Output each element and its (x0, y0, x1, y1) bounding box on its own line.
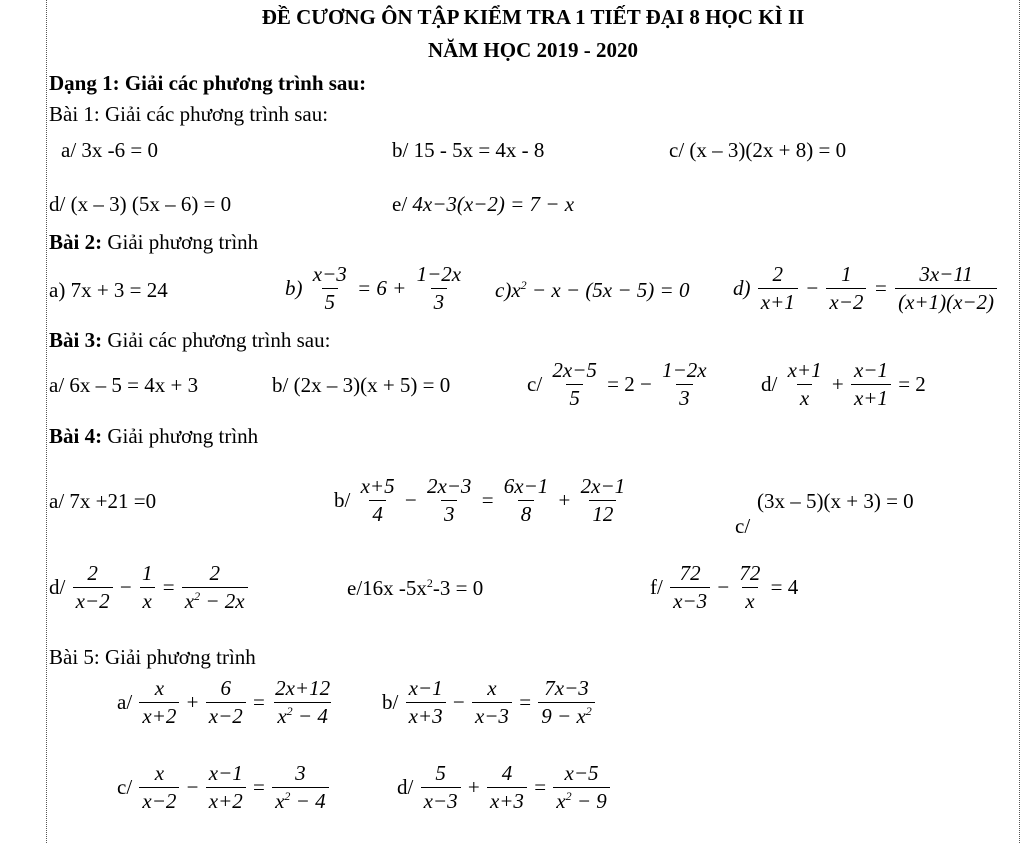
exponent: 2 (286, 704, 293, 718)
denominator: x+1 (758, 288, 798, 315)
numerator: x−3 (312, 262, 347, 286)
bai3-item-a: a/ 6x – 5 = 4x + 3 (49, 373, 199, 397)
bai2-item-b-label: b) (285, 276, 303, 300)
operator: = (519, 690, 532, 714)
expr-part: -3 = 0 (432, 576, 484, 600)
denominator: 8 (518, 500, 535, 527)
denominator: x−3 (421, 787, 461, 814)
numerator: 72 (679, 561, 701, 585)
denominator: x−2 (139, 787, 179, 814)
expr-part: x (277, 704, 287, 728)
denominator (272, 787, 329, 814)
fraction (414, 262, 465, 315)
denominator: x+2 (206, 787, 246, 814)
denominator (274, 702, 331, 729)
bai4-item-c-label: c/ (735, 514, 751, 538)
denominator: x−3 (670, 587, 710, 614)
fraction (424, 474, 475, 527)
bai3-item-d (761, 358, 926, 411)
fraction (139, 761, 179, 814)
fraction (310, 262, 350, 315)
bai5-item-a-label: a/ (117, 690, 133, 714)
bai4-item-c: (3x – 5)(x + 3) = 0 (757, 489, 914, 513)
numerator: 2x−5 (552, 358, 597, 382)
bai1-item-a: a/ 3x -6 = 0 (61, 138, 158, 162)
numerator: 1−2x (416, 262, 462, 286)
fraction (206, 676, 246, 729)
denominator: x+3 (406, 702, 446, 729)
denominator: (x+1)(x−2) (895, 288, 997, 315)
bai4-item-d (49, 561, 250, 614)
expr-part: − 2x (200, 589, 245, 613)
numerator: x−5 (564, 761, 599, 785)
denominator: x−2 (206, 702, 246, 729)
fraction (206, 761, 246, 814)
expr-part: x (184, 589, 195, 613)
fraction (553, 761, 610, 814)
fraction (272, 761, 329, 814)
operator: − (805, 276, 820, 300)
bai2-number: Bài 2: (49, 230, 103, 254)
bai1-item-c: c/ (x – 3)(2x + 8) = 0 (669, 138, 847, 162)
expr-part: − 9 (571, 789, 607, 813)
fraction (139, 676, 179, 729)
denominator (553, 787, 610, 814)
exponent: 2 (194, 589, 201, 603)
bai4-item-a: a/ 7x +21 =0 (49, 489, 157, 513)
denominator: 5 (566, 384, 583, 411)
numerator: 3 (295, 761, 306, 785)
bai5-item-a (117, 676, 335, 729)
numerator: x−1 (408, 676, 443, 700)
bai5-item-b-label: b/ (382, 690, 399, 714)
numerator: 2 (87, 561, 98, 585)
fraction (538, 676, 595, 729)
bai4-item-e (347, 576, 483, 601)
numerator: 2x−3 (426, 474, 472, 498)
numerator: 1 (141, 561, 153, 585)
operator: = (534, 775, 547, 799)
expr-part: 9 − x (541, 704, 586, 728)
denominator: x (797, 384, 812, 411)
numerator: x+1 (787, 358, 822, 382)
operator: = (481, 488, 494, 512)
numerator: x−1 (208, 761, 243, 785)
bai3-number: Bài 3: (49, 328, 103, 352)
denominator (182, 587, 248, 614)
numerator: x (154, 761, 165, 785)
operator: − (452, 690, 465, 714)
expr-part: − 4 (292, 704, 328, 728)
denominator: x−2 (826, 288, 866, 315)
numerator: 2x−1 (580, 474, 626, 498)
numerator: x+5 (360, 474, 395, 498)
fraction (851, 358, 891, 411)
operator: = 2 − (607, 372, 652, 396)
denominator: 3 (431, 288, 448, 315)
expr-part: − 4 (290, 789, 326, 813)
bai4-item-f (650, 561, 798, 614)
fraction (785, 358, 825, 411)
operator: − (119, 575, 132, 599)
fraction (406, 676, 446, 729)
denominator: 3 (441, 500, 458, 527)
denominator (538, 702, 595, 729)
operator: = 6 + (357, 276, 407, 300)
fraction (670, 561, 710, 614)
numerator: 7x−3 (544, 676, 589, 700)
numerator: 72 (739, 561, 761, 585)
bai4-item-f-label: f/ (650, 575, 663, 599)
denominator: x (742, 587, 757, 614)
bai2-item-a: a) 7x + 3 = 24 (49, 278, 168, 302)
operator: = (873, 276, 888, 300)
numerator: 1−2x (662, 358, 707, 382)
denominator: x−2 (73, 587, 113, 614)
bai5-item-d (397, 761, 612, 814)
expr-part: − x − (5x − 5) = 0 (526, 278, 690, 302)
school-year: NĂM HỌC 2019 - 2020 (428, 38, 638, 62)
operator: + (467, 775, 480, 799)
operator: = 2 (898, 372, 926, 396)
fraction (549, 358, 600, 411)
denominator: x+3 (487, 787, 527, 814)
bai5-item-b (382, 676, 597, 729)
bai4-number: Bài 4: (49, 424, 103, 448)
denominator: x (140, 587, 155, 614)
numerator: 3x−11 (919, 262, 973, 286)
bai4-instruction: Giải phương trình (102, 424, 259, 448)
bai2-item-d (733, 262, 999, 315)
exercise-heading-bai1: Bài 1: Giải các phương trình sau: (49, 102, 329, 126)
fraction (758, 262, 798, 315)
document-page (46, 0, 1020, 843)
bai4-item-b-label: b/ (334, 488, 351, 512)
fraction (421, 761, 461, 814)
exponent: 2 (520, 278, 527, 292)
bai5-item-c (117, 761, 331, 814)
numerator: 5 (435, 761, 446, 785)
denominator: 5 (322, 288, 339, 315)
denominator: 3 (676, 384, 693, 411)
exercise-heading-bai5: Bài 5: Giải phương trình (49, 645, 256, 669)
denominator: x+2 (139, 702, 179, 729)
fraction (472, 676, 512, 729)
denominator: 12 (589, 500, 616, 527)
numerator: 1 (841, 262, 852, 286)
operator: = (162, 575, 175, 599)
numerator: x (154, 676, 165, 700)
exercise-heading-bai4 (49, 424, 258, 449)
exponent: 2 (585, 704, 592, 718)
bai4-item-d-label: d/ (49, 575, 66, 599)
exercise-heading-bai2 (49, 230, 258, 255)
fraction (487, 761, 527, 814)
exponent: 2 (565, 789, 572, 803)
bai3-item-c-label: c/ (527, 372, 543, 396)
numerator: 4 (501, 761, 513, 785)
fraction (895, 262, 997, 315)
fraction (272, 676, 333, 729)
denominator: 4 (369, 500, 386, 527)
operator: + (186, 690, 199, 714)
bai2-instruction: Giải phương trình (102, 230, 259, 254)
bai5-item-d-label: d/ (397, 775, 414, 799)
bai4-item-b (334, 474, 630, 527)
exponent: 2 (284, 789, 291, 803)
fraction (182, 561, 248, 614)
fraction (139, 561, 156, 614)
numerator: x (487, 676, 497, 700)
bai1-item-d: d/ (x – 3) (5x – 6) = 0 (49, 192, 232, 216)
bai2-item-b (285, 262, 466, 315)
exponent: 2 (426, 576, 433, 590)
document-title: ĐỀ CƯƠNG ÔN TẬP KIỂM TRA 1 TIẾT ĐẠI 8 HỌC KÌ II (261, 5, 805, 29)
fraction (358, 474, 398, 527)
fraction (826, 262, 866, 315)
operator: = (253, 690, 265, 714)
numerator: 6 (220, 676, 231, 700)
bai1-item-e (392, 192, 574, 217)
numerator: 2 (772, 262, 783, 286)
bai2-item-c-label: c) (495, 278, 512, 302)
operator: − (404, 488, 417, 512)
fraction (736, 561, 763, 614)
expr-part: x (511, 278, 521, 302)
fraction (578, 474, 629, 527)
bai1-item-b: b/ 15 - 5x = 4x - 8 (392, 138, 545, 162)
expr-part: x (275, 789, 285, 813)
operator: = 4 (770, 575, 799, 599)
exercise-heading-bai3 (49, 328, 330, 353)
numerator: x−1 (853, 358, 888, 382)
expr-part: e/16x -5x (347, 576, 427, 600)
numerator: 2 (209, 561, 220, 585)
bai3-item-b: b/ (2x – 3)(x + 5) = 0 (272, 373, 451, 397)
operator: − (717, 575, 730, 599)
bai1-item-e-expr: 4x−3(x−2) = 7 − x (412, 192, 575, 216)
section-heading-dang1: Dạng 1: Giải các phương trình sau: (49, 71, 367, 95)
bai3-instruction: Giải các phương trình sau: (102, 328, 331, 352)
bai3-item-d-label: d/ (761, 372, 778, 396)
denominator: x+1 (851, 384, 891, 411)
bai5-item-c-label: c/ (117, 775, 133, 799)
bai2-item-c (495, 278, 689, 303)
bai2-item-d-label: d) (733, 276, 751, 300)
numerator: 6x−1 (503, 474, 549, 498)
numerator: 2x+12 (275, 676, 331, 700)
operator: = (253, 775, 265, 799)
operator: + (558, 488, 571, 512)
fraction (73, 561, 113, 614)
bai3-item-c (527, 358, 712, 411)
expr-part: x (556, 789, 566, 813)
bai1-item-e-label: e/ (392, 192, 408, 216)
operator: − (186, 775, 199, 799)
fraction (501, 474, 552, 527)
operator: + (831, 372, 844, 396)
denominator: x−3 (472, 702, 512, 729)
fraction (659, 358, 710, 411)
